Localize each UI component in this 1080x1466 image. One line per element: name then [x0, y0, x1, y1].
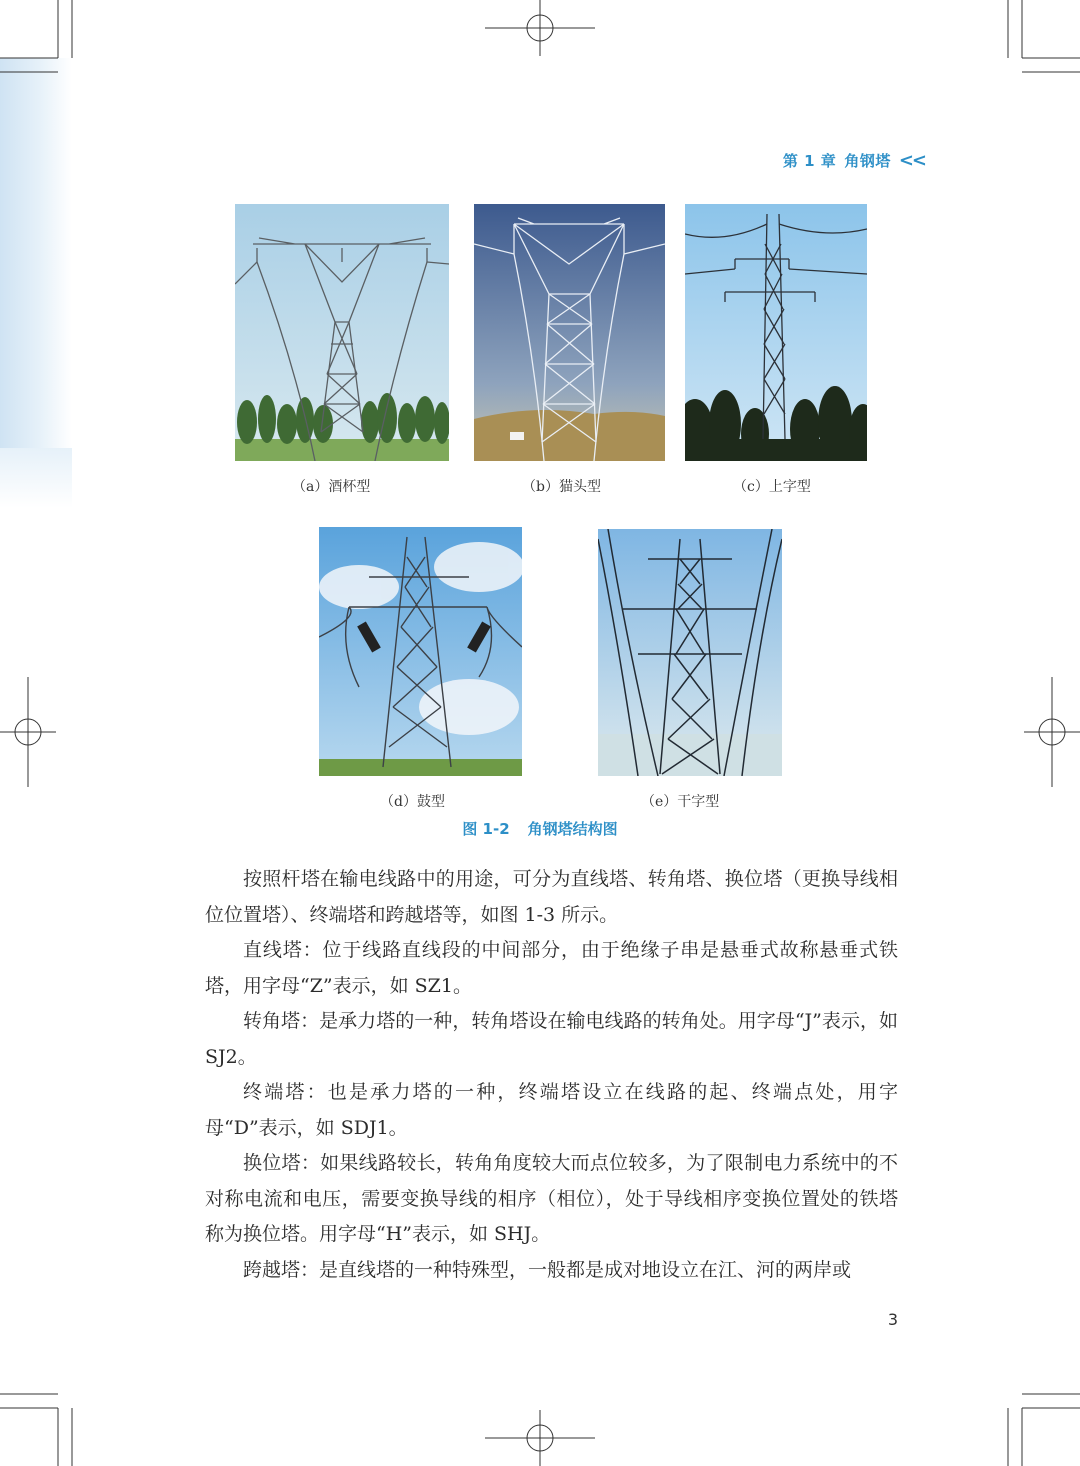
- paragraph-5: 换位塔：如果线路较长，转角角度较大而点位较多，为了限制电力系统中的不对称电流和电压，需要变换导线的相序（相位），处于导线相序变换位置处的铁塔称为换位塔。用字母“H”表示，如 SHJ。: [205, 1152, 898, 1245]
- caption-b: （b）猫头型: [522, 479, 601, 495]
- chapter-number: 第 1 章: [782, 152, 837, 170]
- body-text: [205, 862, 898, 1288]
- paragraph-6: 跨越塔：是直线塔的一种特殊型，一般都是成对地设立在江、河的两岸或: [243, 1258, 852, 1281]
- chevron-left-icon: <<: [898, 150, 925, 171]
- paragraph-2: 直线塔：位于线路直线段的中间部分，由于绝缘子串是悬垂式故称悬垂式铁塔，用字母“Z”表示，如 SZ1。: [205, 939, 898, 997]
- page-number: 3: [887, 1310, 898, 1329]
- paragraph-4: 终端塔：也是承力塔的一种，终端塔设立在线路的起、终端点处，用字母“D”表示，如 SDJ1。: [205, 1081, 898, 1139]
- figure-number: 图 1-2: [462, 820, 510, 838]
- caption-a: （a）酒杯型: [292, 479, 371, 495]
- running-head: [783, 150, 925, 171]
- paragraph-1: 按照杆塔在输电线路中的用途，可分为直线塔、转角塔、换位塔（更换导线相位位置塔）、终端塔和跨越塔等，如图 1-3 所示。: [205, 868, 898, 926]
- photo-c-shang-type-tower: [685, 204, 867, 461]
- paragraph-3: 转角塔：是承力塔的一种，转角塔设在输电线路的转角处。用字母“J”表示，如 SJ2。: [205, 1010, 898, 1068]
- caption-d: （d）鼓型: [380, 794, 445, 810]
- caption-c: （c）上字型: [733, 479, 811, 495]
- photo-a-cup-type-tower: [235, 204, 449, 461]
- chapter-title: 角钢塔: [844, 152, 891, 170]
- photo-d-drum-type-tower: [319, 527, 522, 776]
- caption-e: （e）干字型: [641, 794, 720, 810]
- figure-title-text: 角钢塔结构图: [527, 820, 618, 838]
- photo-e-gan-type-tower: [598, 529, 782, 776]
- figure-title: [0, 818, 1080, 839]
- photo-b-cat-head-tower: [474, 204, 665, 461]
